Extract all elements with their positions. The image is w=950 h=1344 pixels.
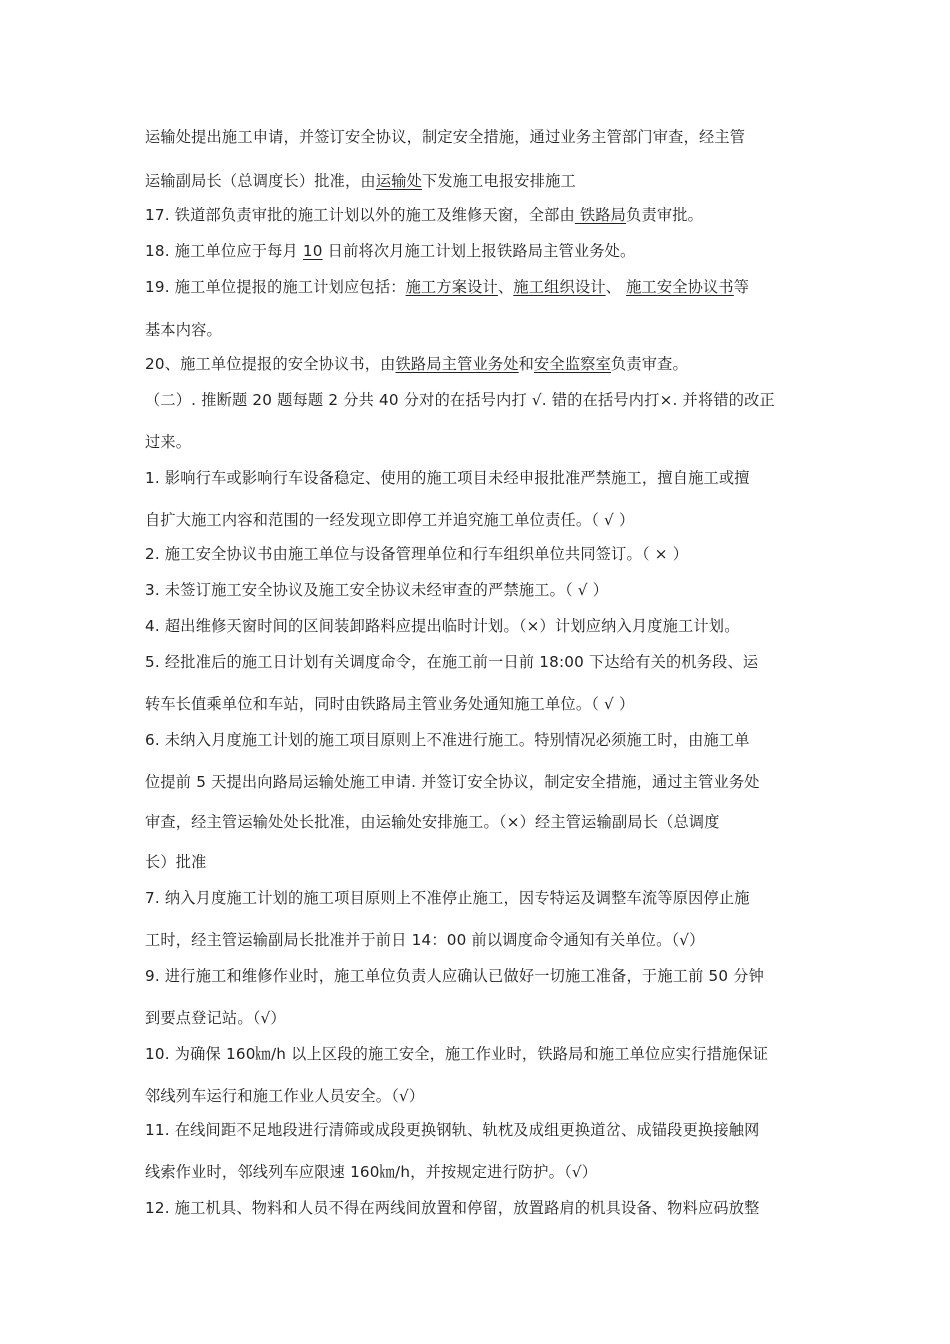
text-line — [145, 354, 810, 374]
text-segment: 负责审查。 — [610, 355, 688, 373]
text-line — [145, 812, 810, 832]
text-segment: 19. 施工单位提报的施工计划应包括： — [145, 278, 406, 296]
text-line — [145, 652, 810, 672]
text-line — [145, 432, 810, 452]
text-segment: 自扩大施工内容和范围的一经发现立即停工并追究施工单位责任。（ √ ） — [145, 511, 635, 529]
underlined-answer: 施工组织设计 — [513, 278, 606, 296]
text-line — [145, 127, 810, 147]
text-segment: 10. 为确保 160㎞/h 以上区段的施工安全，施工作业时，铁路局和施工单位应实行措施保证 — [145, 1045, 769, 1063]
text-line — [145, 1008, 810, 1028]
text-segment: 12. 施工机具、物料和人员不得在两线间放置和停留，放置路肩的机具设备、物料应码放整 — [145, 1199, 760, 1217]
text-segment: 到要点登记站。（√） — [145, 1009, 286, 1027]
underlined-answer: 施工方案设计 — [405, 278, 498, 296]
text-segment: 17. 铁道部负责审批的施工计划以外的施工及维修天窗，全部由 — [145, 206, 575, 224]
text-line — [145, 1044, 810, 1064]
text-line — [145, 966, 810, 986]
text-line — [145, 171, 810, 191]
text-line — [145, 320, 810, 340]
text-segment: 线索作业时，邻线列车应限速 160㎞/h，并按规定进行防护。（√） — [145, 1163, 598, 1181]
text-segment: 工时，经主管运输副局长批准并于前日 14：00 前以调度命令通知有关单位。（√） — [145, 931, 705, 949]
text-segment: 4. 超出维修天窗时间的区间装卸路料应提出临时计划。（×）计划应纳入月度施工计划。 — [145, 617, 740, 635]
text-line — [145, 1120, 810, 1140]
text-segment: 18. 施工单位应于每月 — [145, 242, 303, 260]
text-segment: 日前将次月施工计划上报铁路局主管业务处。 — [322, 242, 636, 260]
text-segment: 基本内容。 — [145, 321, 222, 339]
text-segment: 、 — [605, 278, 627, 296]
text-line — [145, 888, 810, 908]
text-line — [145, 730, 810, 750]
text-line — [145, 1162, 810, 1182]
text-segment: 长）批准 — [145, 853, 207, 871]
text-segment: 11. 在线间距不足地段进行清筛或成段更换钢轨、轨枕及成组更换道岔、成锚段更换接触网 — [145, 1121, 760, 1139]
text-segment: 、 — [497, 278, 514, 296]
text-line — [145, 852, 810, 872]
text-line — [145, 390, 810, 410]
text-segment: 和 — [518, 355, 535, 373]
text-segment: 运输副局长（总调度长）批准，由 — [145, 172, 376, 190]
text-line — [145, 1198, 810, 1218]
text-segment: 等 — [733, 278, 750, 296]
text-segment: 负责审批。 — [626, 206, 703, 224]
underlined-answer: 铁路局 — [574, 206, 627, 224]
text-segment: （二）. 推断题 20 题每题 2 分共 40 分对的在括号内打 √. 错的在括号内打×. 并将错的改正 — [145, 391, 775, 409]
text-segment: 1. 影响行车或影响行车设备稳定、使用的施工项目未经申报批准严禁施工，擅自施工或擅 — [145, 469, 750, 487]
underlined-answer: 运输处 — [375, 172, 422, 190]
text-line — [145, 241, 810, 261]
text-line — [145, 205, 810, 225]
text-segment: 20、施工单位提报的安全协议书，由 — [145, 355, 396, 373]
text-segment: 6. 未纳入月度施工计划的施工项目原则上不准进行施工。特别情况必须施工时，由施工单 — [145, 731, 750, 749]
text-line — [145, 1086, 810, 1106]
underlined-answer: 10 — [302, 242, 323, 260]
text-line — [145, 277, 810, 297]
text-segment: 下发施工电报安排施工 — [421, 172, 576, 190]
text-line — [145, 616, 810, 636]
text-segment: 9. 进行施工和维修作业时，施工单位负责人应确认已做好一切施工准备，于施工前 50 分钟 — [145, 967, 765, 985]
text-line — [145, 694, 810, 714]
text-line — [145, 580, 810, 600]
text-segment: 审查，经主管运输处处长批准，由运输处安排施工。（×）经主管运输副局长（总调度 — [145, 813, 720, 831]
text-line — [145, 468, 810, 488]
text-segment: 2. 施工安全协议书由施工单位与设备管理单位和行车组织单位共同签订。（ × ） — [145, 545, 689, 563]
text-line — [145, 772, 810, 792]
underlined-answer: 安全监察室 — [534, 355, 611, 373]
text-line — [145, 510, 810, 530]
text-segment: 邻线列车运行和施工作业人员安全。（√） — [145, 1087, 425, 1105]
underlined-answer: 铁路局主管业务处 — [395, 355, 519, 373]
text-segment: 位提前 5 天提出向路局运输处施工申请. 并签订安全协议，制定安全措施，通过主管业务处 — [145, 773, 760, 791]
text-segment: 3. 未签订施工安全协议及施工安全协议未经审查的严禁施工。（ √ ） — [145, 581, 609, 599]
text-segment: 转车长值乘单位和车站，同时由铁路局主管业务处通知施工单位。（ √ ） — [145, 695, 635, 713]
text-line — [145, 544, 810, 564]
text-segment: 5. 经批准后的施工日计划有关调度命令，在施工前一日前 18:00 下达给有关的机务段、运 — [145, 653, 759, 671]
text-segment: 过来。 — [145, 433, 192, 451]
text-segment: 7. 纳入月度施工计划的施工项目原则上不准停止施工，因专特运及调整车流等原因停止施 — [145, 889, 750, 907]
underlined-answer: 施工安全协议书 — [626, 278, 734, 296]
text-line — [145, 930, 810, 950]
text-segment: 运输处提出施工申请，并签订安全协议，制定安全措施，通过业务主管部门审查，经主管 — [145, 128, 746, 146]
